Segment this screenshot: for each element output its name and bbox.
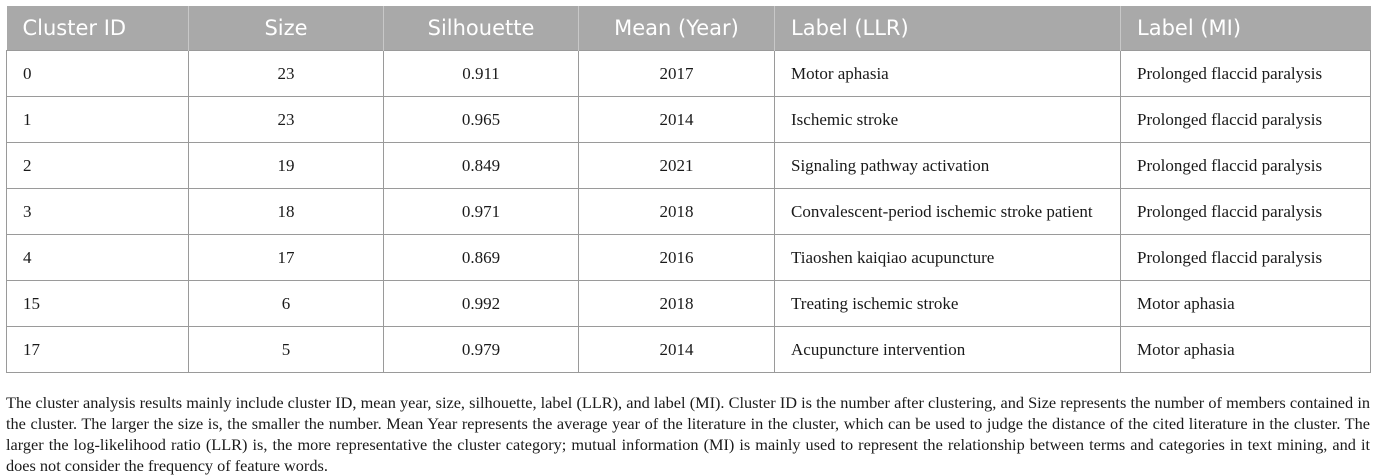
cell-silhouette: 0.971	[384, 189, 579, 235]
cell-size: 5	[189, 327, 384, 373]
table-footnote: The cluster analysis results mainly include cluster ID, mean year, size, silhouette, label (LLR), and label (MI). Cluster ID is the number after clustering, and Size represents the number of members contained in the cluster. The larger the size is, the smaller the number. Mean Year represents the average year of the literature in the cluster, which can be used to judge the distance of the cited literature in the cluster. The larger the log-likelihood ratio (LLR) is, the more representative the cluster category; mutual information (MI) is mainly used to represent the relationship between terms and categories in text mining, and it does not consider the frequency of feature words.	[6, 393, 1370, 476]
cell-size: 18	[189, 189, 384, 235]
table-row	[7, 235, 1371, 281]
cell-cluster-id: 1	[7, 97, 189, 143]
cell-silhouette: 0.992	[384, 281, 579, 327]
cell-cluster-id: 17	[7, 327, 189, 373]
cell-silhouette: 0.979	[384, 327, 579, 373]
cell-label-mi: Prolonged flaccid paralysis	[1121, 235, 1371, 281]
cluster-analysis-table	[6, 6, 1371, 373]
cell-cluster-id: 4	[7, 235, 189, 281]
cell-label-llr: Ischemic stroke	[775, 97, 1121, 143]
cell-label-mi: Motor aphasia	[1121, 327, 1371, 373]
cell-size: 6	[189, 281, 384, 327]
cell-cluster-id: 2	[7, 143, 189, 189]
cell-size: 17	[189, 235, 384, 281]
cell-size: 19	[189, 143, 384, 189]
cell-label-llr: Motor aphasia	[775, 51, 1121, 97]
header-mean-year: Mean (Year)	[579, 6, 775, 51]
cell-label-llr: Acupuncture intervention	[775, 327, 1121, 373]
cell-label-llr: Convalescent-period ischemic stroke patient	[775, 189, 1121, 235]
cell-label-mi: Prolonged flaccid paralysis	[1121, 143, 1371, 189]
cluster-table-container	[6, 6, 1370, 373]
cell-label-mi: Prolonged flaccid paralysis	[1121, 51, 1371, 97]
cell-label-llr: Treating ischemic stroke	[775, 281, 1121, 327]
cell-mean-year: 2018	[579, 189, 775, 235]
header-label-mi: Label (MI)	[1121, 6, 1371, 51]
header-label-llr: Label (LLR)	[775, 6, 1121, 51]
cell-mean-year: 2014	[579, 97, 775, 143]
cell-silhouette: 0.911	[384, 51, 579, 97]
header-cluster-id: Cluster ID	[7, 6, 189, 51]
cell-size: 23	[189, 51, 384, 97]
cell-mean-year: 2014	[579, 327, 775, 373]
cell-silhouette: 0.965	[384, 97, 579, 143]
table-row	[7, 327, 1371, 373]
cell-mean-year: 2016	[579, 235, 775, 281]
cell-cluster-id: 15	[7, 281, 189, 327]
cell-mean-year: 2021	[579, 143, 775, 189]
table-row	[7, 281, 1371, 327]
table-row	[7, 51, 1371, 97]
header-size: Size	[189, 6, 384, 51]
cell-silhouette: 0.849	[384, 143, 579, 189]
cell-mean-year: 2017	[579, 51, 775, 97]
cell-label-mi: Prolonged flaccid paralysis	[1121, 97, 1371, 143]
cell-cluster-id: 3	[7, 189, 189, 235]
cell-label-llr: Signaling pathway activation	[775, 143, 1121, 189]
table-row	[7, 189, 1371, 235]
table-header-row	[7, 6, 1371, 51]
cell-label-mi: Prolonged flaccid paralysis	[1121, 189, 1371, 235]
header-silhouette: Silhouette	[384, 6, 579, 51]
cell-label-llr: Tiaoshen kaiqiao acupuncture	[775, 235, 1121, 281]
cell-size: 23	[189, 97, 384, 143]
cell-mean-year: 2018	[579, 281, 775, 327]
cell-label-mi: Motor aphasia	[1121, 281, 1371, 327]
cell-cluster-id: 0	[7, 51, 189, 97]
table-row	[7, 97, 1371, 143]
cell-silhouette: 0.869	[384, 235, 579, 281]
table-row	[7, 143, 1371, 189]
